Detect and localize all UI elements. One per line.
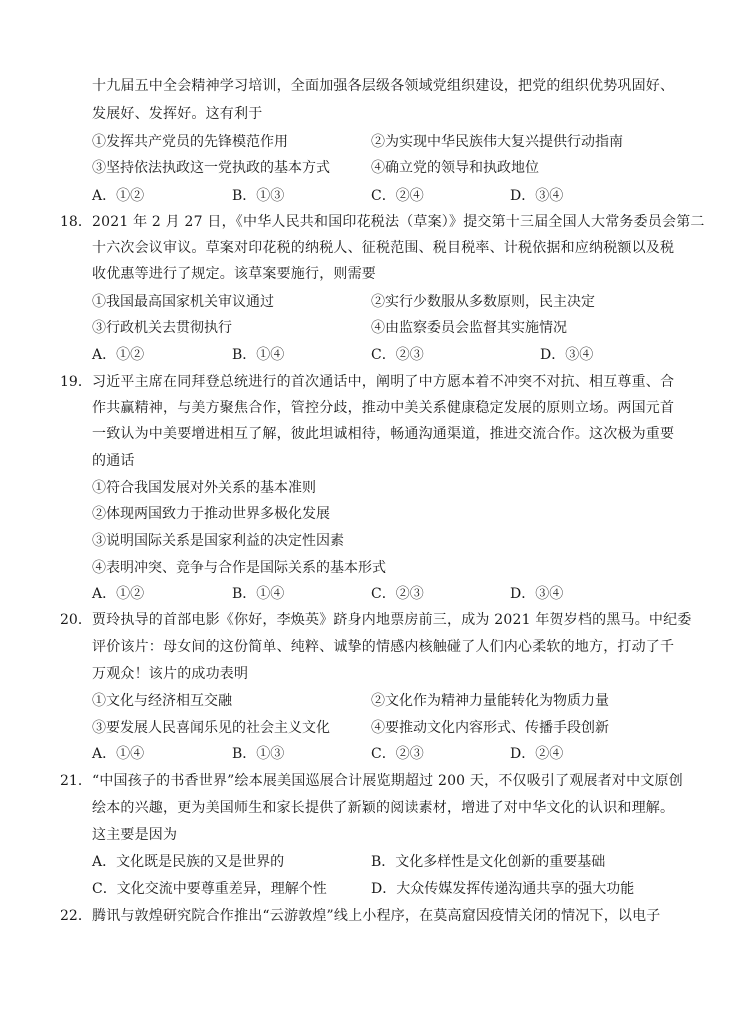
intro-option-d: D．③④ bbox=[510, 188, 564, 204]
q19-line-2: 作共赢精神，与美方聚焦合作，管控分歧，推动中美关系健康稳定发展的原则立场。两国元首 bbox=[92, 400, 675, 416]
q21-line-2: 绘本的兴趣，更为美国师生和家长提供了新颖的阅读素材，增进了对中华文化的认识和理解。 bbox=[92, 800, 675, 816]
q19-option-c: C．②③ bbox=[371, 586, 424, 602]
q19-option-d: D．③④ bbox=[510, 586, 564, 602]
q20-item-3: ③要发展人民喜闻乐见的社会主义文化 bbox=[92, 720, 330, 736]
q19-option-a: A．①② bbox=[92, 586, 145, 602]
q20-item-1: ①文化与经济相互交融 bbox=[92, 693, 232, 709]
q18-item-1: ①我国最高国家机关审议通过 bbox=[92, 294, 274, 310]
q18-item-4: ④由监察委员会监督其实施情况 bbox=[371, 320, 567, 336]
q18-option-b: B．①④ bbox=[232, 347, 285, 363]
q18-line-1: 2021 年 2 月 27 日，《中华人民共和国印花税法（草案）》提交第十三届全国人大常务委员会第二 bbox=[92, 214, 705, 230]
q21-option-c: C．文化交流中要尊重差异，理解个性 bbox=[92, 881, 327, 897]
intro-item-2: ②为实现中华民族伟大复兴提供行动指南 bbox=[371, 134, 623, 150]
q19-item-1: ①符合我国发展对外关系的基本准则 bbox=[92, 480, 316, 496]
q20-item-2: ②文化作为精神力量能转化为物质力量 bbox=[371, 693, 609, 709]
q19-item-3: ③说明国际关系是国家利益的决定性因素 bbox=[92, 533, 344, 549]
intro-option-b: B．①③ bbox=[232, 188, 285, 204]
q21-line-3: 这主要是因为 bbox=[92, 827, 178, 843]
q19-line-4: 的通话 bbox=[92, 453, 135, 469]
q20-option-c: C．②③ bbox=[371, 746, 424, 762]
q19-option-b: B．①④ bbox=[232, 586, 285, 602]
q20-number: 20． bbox=[60, 612, 92, 628]
q21-option-d: D．大众传媒发挥传递沟通共享的强大功能 bbox=[371, 881, 635, 897]
q21-line-1: “中国孩子的书香世界”绘本展美国巡展合计展览期超过 200 天，不仅吸引了观展者对中文原创 bbox=[92, 773, 683, 789]
intro-item-1: ①发挥共产党员的先锋模范作用 bbox=[92, 134, 288, 150]
q20-option-a: A．①④ bbox=[92, 746, 145, 762]
intro-line-1: 十九届五中全会精神学习培训，全面加强各层级各领域党组织建设，把党的组织优势巩固好、 bbox=[92, 78, 675, 94]
intro-item-3: ③坚持依法执政这一党执政的基本方式 bbox=[92, 160, 330, 176]
q20-option-b: B．①③ bbox=[232, 746, 285, 762]
q21-option-a: A．文化既是民族的又是世界的 bbox=[92, 854, 285, 870]
q21-option-b: B．文化多样性是文化创新的重要基础 bbox=[371, 854, 606, 870]
intro-option-a: A．①② bbox=[92, 188, 145, 204]
q19-line-1: 习近平主席在同拜登总统进行的首次通话中，阐明了中方愿本着不冲突不对抗、相互尊重、合 bbox=[92, 374, 675, 390]
q18-line-3: 收优惠等进行了规定。该草案要施行，则需要 bbox=[92, 266, 376, 282]
q18-option-d: D．③④ bbox=[540, 347, 594, 363]
intro-line-2: 发展好、发挥好。这有利于 bbox=[92, 106, 263, 122]
q22-line-1: 腾讯与敦煌研究院合作推出“云游敦煌”线上小程序，在莫高窟因疫情关闭的情况下，以电子 bbox=[92, 908, 661, 924]
q18-item-3: ③行政机关去贯彻执行 bbox=[92, 320, 232, 336]
q18-option-a: A．①② bbox=[92, 347, 145, 363]
q18-option-c: C．②③ bbox=[371, 347, 424, 363]
q18-line-2: 十六次会议审议。草案对印花税的纳税人、征税范围、税目税率、计税依据和应纳税额以及税 bbox=[92, 240, 675, 256]
q18-item-2: ②实行少数服从多数原则，民主决定 bbox=[371, 294, 595, 310]
intro-item-4: ④确立党的领导和执政地位 bbox=[371, 160, 539, 176]
intro-option-c: C．②④ bbox=[371, 188, 424, 204]
q20-line-1: 贾玲执导的首部电影《你好，李焕英》跻身内地票房前三，成为 2021 年贺岁档的黑马。中纪委 bbox=[92, 612, 692, 628]
q20-line-3: 万观众！该片的成功表明 bbox=[92, 666, 249, 682]
q20-option-d: D．②④ bbox=[510, 746, 564, 762]
q22-number: 22． bbox=[60, 908, 92, 924]
q19-number: 19． bbox=[60, 374, 92, 390]
q19-line-3: 一致认为中美要增进相互了解，彼此坦诚相待，畅通沟通渠道，推进交流合作。这次极为重要 bbox=[92, 426, 675, 442]
q18-number: 18． bbox=[60, 214, 92, 230]
q20-line-2: 评价该片：母女间的这份简单、纯粹、诚挚的情感内核触碰了人们内心柔软的地方，打动了千 bbox=[92, 639, 675, 655]
q20-item-4: ④要推动文化内容形式、传播手段创新 bbox=[371, 720, 609, 736]
q19-item-2: ②体现两国致力于推动世界多极化发展 bbox=[92, 506, 330, 522]
q19-item-4: ④表明冲突、竞争与合作是国际关系的基本形式 bbox=[92, 560, 386, 576]
q21-number: 21． bbox=[60, 773, 92, 789]
